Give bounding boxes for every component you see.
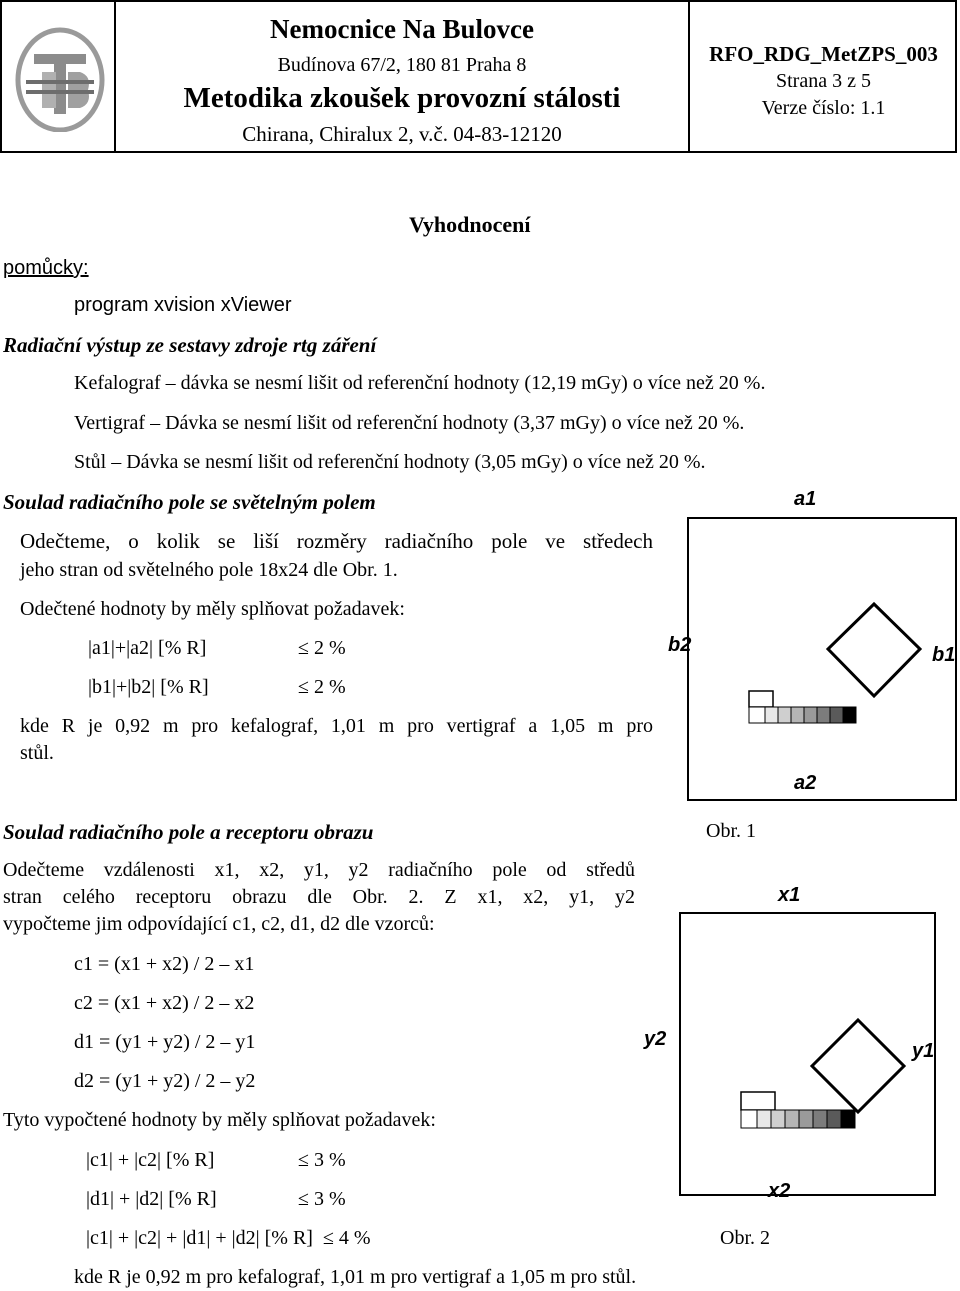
- formula: d1 = (y1 + y2) / 2 – y1: [74, 1031, 256, 1053]
- figure-1-label-b1: b1: [932, 644, 956, 666]
- step-wedge-cell: [741, 1110, 757, 1128]
- formula: c1 = (x1 + x2) / 2 – x1: [74, 953, 255, 975]
- figure-2-step-wedge: [741, 1092, 855, 1128]
- step-wedge-cell: [817, 707, 830, 723]
- radiation-output-heading: Radiační výstup ze sestavy zdroje rtg záření: [3, 333, 377, 357]
- figure-2-diagram: [640, 880, 960, 1210]
- receptor-paragraph-line: vypočteme jim odpovídající c1, c2, d1, d2 dle vzorců:: [3, 913, 435, 935]
- figure-2-label-y2: y2: [644, 1028, 667, 1050]
- light-field-condition-b-limit: ≤ 2 %: [298, 676, 346, 698]
- version-number: Verze číslo: 1.1: [761, 97, 886, 119]
- figure-2-label-y1: y1: [912, 1040, 935, 1062]
- step-wedge-cell: [765, 707, 778, 723]
- receptor-condition-d: |d1| + |d2| [% R]: [86, 1188, 217, 1210]
- receptor-heading: Soulad radiačního pole a receptoru obrazu: [3, 820, 374, 844]
- step-wedge-cell: [749, 707, 765, 723]
- step-wedge-cell: [799, 1110, 813, 1128]
- receptor-condition-d-limit: ≤ 3 %: [298, 1188, 346, 1210]
- document-title: Metodika zkoušek provozní stálosti: [183, 82, 621, 114]
- step-wedge-cell: [757, 1110, 771, 1128]
- formula: d2 = (y1 + y2) / 2 – y2: [74, 1070, 256, 1092]
- light-field-condition-a-limit: ≤ 2 %: [298, 637, 346, 659]
- figure-1-diagram: [660, 484, 960, 804]
- light-field-note-line: kde R je 0,92 m pro kefalograf, 1,01 m pro vertigraf a 1,05 m pro: [20, 715, 653, 737]
- step-wedge-cell: [830, 707, 843, 723]
- step-wedge-cell: [843, 707, 856, 723]
- step-wedge-cell: [813, 1110, 827, 1128]
- tools-label: pomůcky:: [3, 257, 89, 279]
- receptor-paragraph-line: Odečteme vzdálenosti x1, x2, y1, y2 radiačního pole od středů: [3, 859, 635, 881]
- receptor-note: kde R je 0,92 m pro kefalograf, 1,01 m pro vertigraf a 1,05 m pro stůl.: [74, 1266, 637, 1288]
- light-field-condition-a: |a1|+|a2| [% R]: [88, 637, 207, 659]
- hospital-address: Budínova 67/2, 180 81 Praha 8: [277, 54, 527, 76]
- figure-1-label-a2: a2: [794, 772, 817, 794]
- figure-2-label-x1: x1: [778, 884, 801, 906]
- radiation-output-line: Kefalograf – dávka se nesmí lišit od referenční hodnoty (12,19 mGy) o více než 20 %.: [74, 372, 766, 394]
- figure-1-caption: Obr. 1: [706, 820, 756, 842]
- figure-1-label-b2: b2: [668, 634, 692, 656]
- figure-2-label-x2: x2: [768, 1180, 791, 1202]
- receptor-condition-c-limit: ≤ 3 %: [298, 1149, 346, 1171]
- formula: c2 = (x1 + x2) / 2 – x2: [74, 992, 255, 1014]
- page-number: Strana 3 z 5: [776, 70, 871, 92]
- step-wedge-cell: [778, 707, 791, 723]
- document-code: RFO_RDG_MetZPS_003: [709, 42, 938, 66]
- light-field-condition-b: |b1|+|b2| [% R]: [88, 676, 209, 698]
- receptor-condition-c: |c1| + |c2| [% R]: [86, 1149, 215, 1171]
- step-wedge-cell: [785, 1110, 799, 1128]
- light-field-paragraph-line: jeho stran od světelného pole 18x24 dle Obr. 1.: [20, 559, 398, 581]
- step-wedge-cell: [791, 707, 804, 723]
- light-field-paragraph-line: Odečteme, o kolik se liší rozměry radiačního pole ve středech: [20, 529, 653, 553]
- light-field-note-line: stůl.: [20, 742, 54, 764]
- light-field-requirement-text: Odečtené hodnoty by měly splňovat požadavek:: [20, 598, 405, 620]
- radiation-output-line: Vertigraf – Dávka se nesmí lišit od referenční hodnoty (3,37 mGy) o více než 20 %.: [74, 412, 745, 434]
- section-heading: Vyhodnocení: [409, 212, 531, 237]
- device-identification: Chirana, Chiralux 2, v.č. 04-83-12120: [242, 122, 562, 146]
- figure-1-label-a1: a1: [794, 488, 817, 510]
- step-wedge-cell: [771, 1110, 785, 1128]
- figure-1-step-wedge: [749, 691, 856, 723]
- hospital-name: Nemocnice Na Bulovce: [270, 14, 534, 44]
- step-wedge-cell: [841, 1110, 855, 1128]
- hospital-logo-icon: [12, 24, 108, 132]
- receptor-condition-total: |c1| + |c2| + |d1| + |d2| [% R] ≤ 4 %: [86, 1227, 371, 1249]
- receptor-paragraph-line: stran celého receptoru obrazu dle Obr. 2. Z x1, x2, y1, y2: [3, 886, 635, 908]
- step-wedge-cell: [827, 1110, 841, 1128]
- document-header: [0, 0, 957, 153]
- receptor-requirement-text: Tyto vypočtené hodnoty by měly splňovat požadavek:: [3, 1109, 436, 1131]
- light-field-heading: Soulad radiačního pole se světelným polem: [3, 490, 376, 514]
- figure-2-caption: Obr. 2: [720, 1227, 770, 1249]
- step-wedge-cell: [804, 707, 817, 723]
- radiation-output-line: Stůl – Dávka se nesmí lišit od referenční hodnoty (3,05 mGy) o více než 20 %.: [74, 451, 706, 473]
- tools-program: program xvision xViewer: [74, 294, 292, 316]
